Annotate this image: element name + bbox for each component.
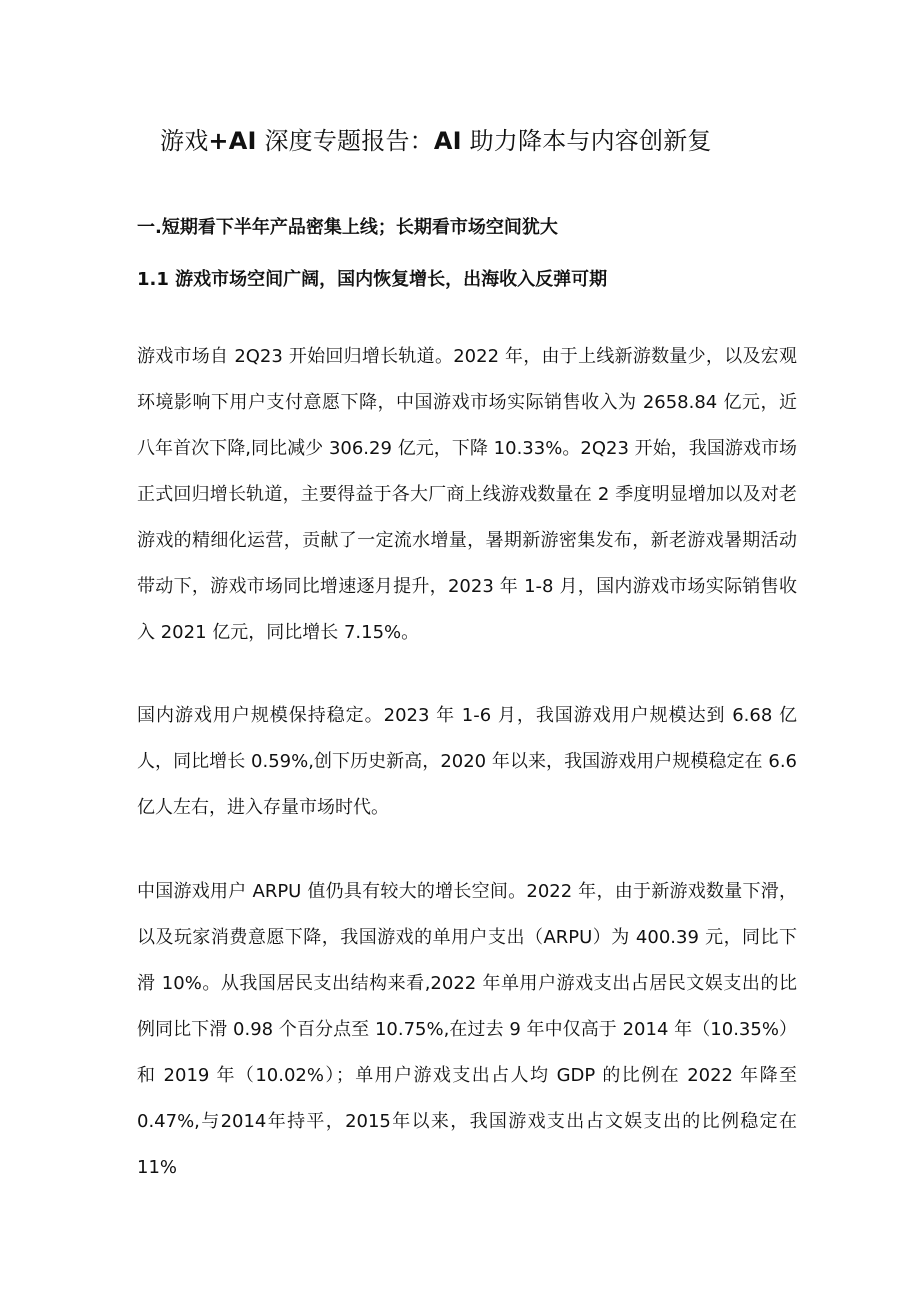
- title-part-4: AI: [433, 127, 462, 155]
- section-1-heading: 一.短期看下半年产品密集上线；长期看市场空间犹大: [137, 217, 558, 238]
- title-part-2: +AI: [208, 127, 257, 155]
- section-1-1-heading: 1.1 游戏市场空间广阔，国内恢复增长，出海收入反弹可期: [137, 269, 608, 290]
- document-title: [0, 122, 920, 160]
- title-part-3: 深度专题报告：: [256, 127, 434, 155]
- title-part-1: 游戏: [160, 127, 209, 155]
- paragraph-arpu: 中国游戏用户 ARPU 值仍具有较大的增长空间。2022 年，由于新游戏数量下滑，以及玩家消费意愿下降，我国游戏的单用户支出（ARPU）为 400.39 元，同比下滑 10%。从我国居民支出结构来看,2022 年单用户游戏支出占居民文娱支出的比例同比下滑 0.98 个百分点至 10.75%,在过去 9 年中仅高于 2014 年（10.35%）和 2019 年（10.02%）；单用户游戏支出占人均 GDP 的比例在 2022 年降至 0.47%,与2014年持平，2015年以来，我国游戏支出占文娱支出的比例稳定在11%: [137, 881, 797, 1178]
- title-part-5: 助力降本与内容创新复: [461, 127, 712, 155]
- paragraph-user-scale: 国内游戏用户规模保持稳定。2023 年 1-6 月，我国游戏用户规模达到 6.68 亿人，同比增长 0.59%,创下历史新高，2020 年以来，我国游戏用户规模稳定在 6.6 亿人左右，进入存量市场时代。: [137, 705, 797, 818]
- paragraph-market-growth: 游戏市场自 2Q23 开始回归增长轨道。2022 年，由于上线新游数量少，以及宏观环境影响下用户支付意愿下降，中国游戏市场实际销售收入为 2658.84 亿元，近八年首次下降,同比减少 306.29 亿元，下降 10.33%。2Q23 开始，我国游戏市场正式回归增长轨道，主要得益于各大厂商上线游戏数量在 2 季度明显增加以及对老游戏的精细化运营，贡献了一定流水增量，暑期新游密集发布，新老游戏暑期活动带动下，游戏市场同比增速逐月提升，2023 年 1-8 月，国内游戏市场实际销售收入 2021 亿元，同比增长 7.15%。: [137, 346, 797, 643]
